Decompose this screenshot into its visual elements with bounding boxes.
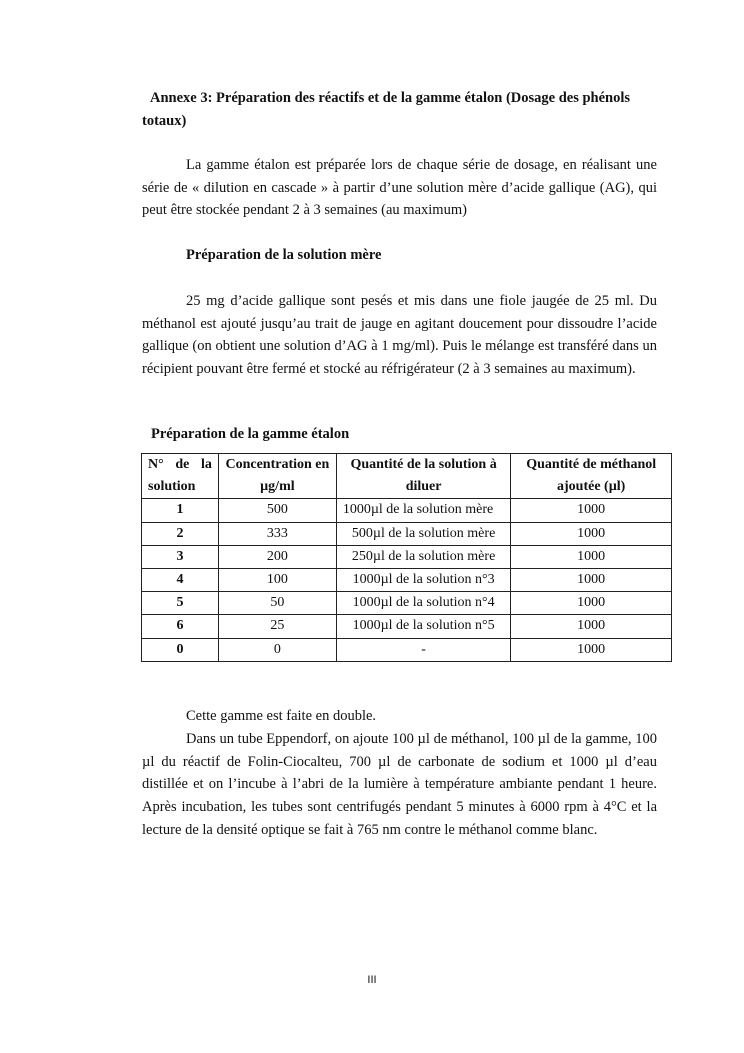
range-heading: Préparation de la gamme étalon [151,426,350,442]
cell-concentration: 100 [218,569,336,592]
annex-title-line2: totaux) [142,112,187,129]
table-row [142,615,672,638]
cell-methanol: 1000 [511,592,672,615]
mother-solution-heading: Préparation de la solution mère [186,247,382,263]
page-number: III [367,974,377,986]
table-row [142,522,672,545]
cell-quantity: 500µl de la solution mère [336,522,511,545]
cell-concentration: 200 [218,545,336,568]
closing-paragraph: Dans un tube Eppendorf, on ajoute 100 µl de méthanol, 100 µl de la gamme, 100 µl du réactif de Folin-Ciocalteu, 700 µl de carbonate de sodium et 1000 µl d’eau distillée et on l’incube à l’abri de la lumière à température ambiante pendant 1 heure. Après incubation, les tubes sont centrifugés pendant 5 minutes à 6000 rpm à 4°C et la lecture de la densité optique se fait à 765 nm contre le méthanol comme blanc. [142,731,657,838]
annex-title [142,87,657,132]
cell-number: 1 [142,499,219,522]
table-row [142,592,672,615]
cell-concentration: 25 [218,615,336,638]
cell-concentration: 500 [218,499,336,522]
cell-quantity: 1000µl de la solution mère [336,499,511,522]
table-row [142,638,672,661]
cell-number: 2 [142,522,219,545]
cell-quantity: - [336,638,511,661]
cell-concentration: 0 [218,638,336,661]
cell-concentration: 50 [218,592,336,615]
header-quantity-to-dilute: Quantité de la solution à diluer [336,454,511,499]
cell-number: 5 [142,592,219,615]
cell-methanol: 1000 [511,522,672,545]
cell-number: 0 [142,638,219,661]
header-concentration: Concentration en µg/ml [218,454,336,499]
cell-methanol: 1000 [511,615,672,638]
cell-number: 3 [142,545,219,568]
cell-quantity: 1000µl de la solution n°5 [336,615,511,638]
cell-quantity: 1000µl de la solution n°3 [336,569,511,592]
closing-line: Cette gamme est faite en double. [186,708,377,724]
cell-number: 4 [142,569,219,592]
cell-quantity: 250µl de la solution mère [336,545,511,568]
table-row [142,499,672,522]
header-methanol-added: Quantité de méthanol ajoutée (µl) [511,454,672,499]
table-header-row [142,454,672,499]
cell-methanol: 1000 [511,499,672,522]
calibration-table [141,453,672,662]
cell-methanol: 1000 [511,638,672,661]
table-row [142,569,672,592]
mother-solution-paragraph: 25 mg d’acide gallique sont pesés et mis dans une fiole jaugée de 25 ml. Du méthanol est ajouté jusqu’au trait de jauge en agitant doucement pour dissoudre l’acide gallique (on obtient une solution d’AG à 1 mg/ml). Puis le mélange est transféré dans un récipient pouvant être fermé et stocké au réfrigérateur (2 à 3 semaines au maximum). [142,293,657,378]
cell-quantity: 1000µl de la solution n°4 [336,592,511,615]
cell-methanol: 1000 [511,569,672,592]
header-solution-number: N° de la solution [142,454,219,499]
cell-number: 6 [142,615,219,638]
annex-title-line1: Annexe 3: Préparation des réactifs et de la gamme étalon (Dosage des phénols [150,90,631,106]
cell-concentration: 333 [218,522,336,545]
table-row [142,545,672,568]
cell-methanol: 1000 [511,545,672,568]
intro-paragraph: La gamme étalon est préparée lors de chaque série de dosage, en réalisant une série de « dilution en cascade » à partir d’une solution mère d’acide gallique (AG), qui peut être stockée pendant 2 à 3 semaines (au maximum) [142,157,657,219]
